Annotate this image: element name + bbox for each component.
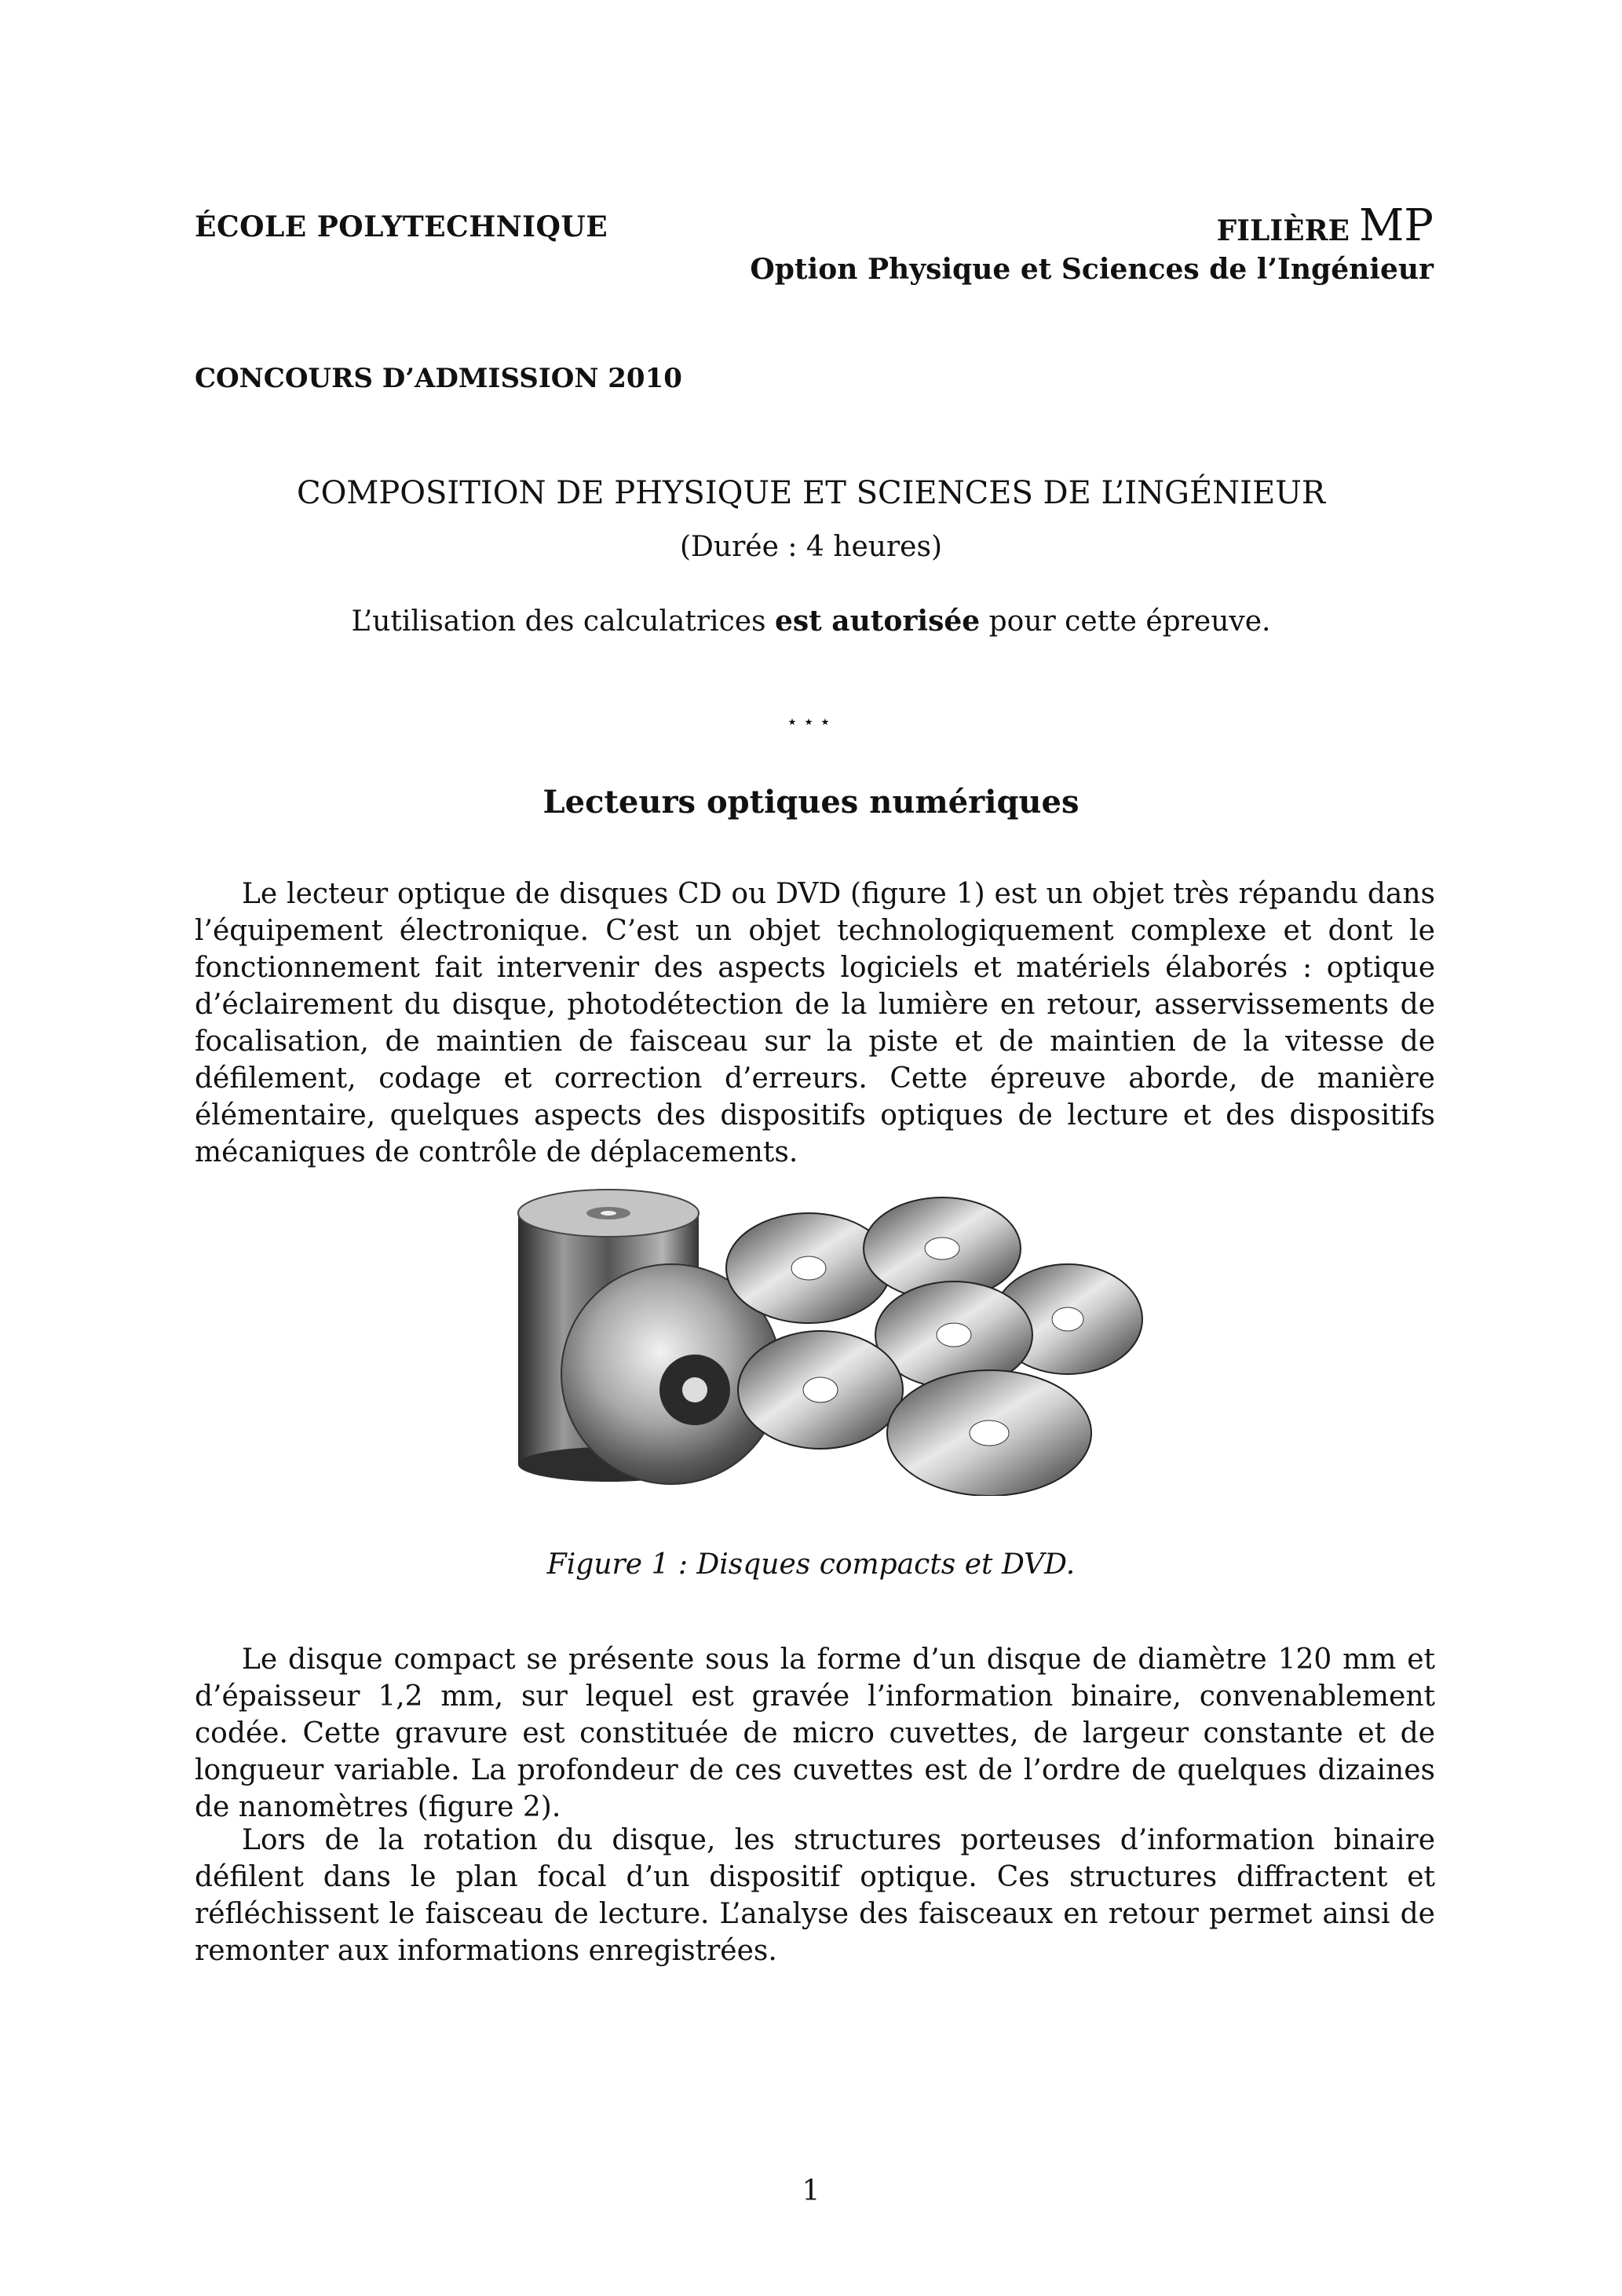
paragraph-disc-description: Le disque compact se présente sous la forme d’un disque de diamètre 120 mm et d’épaisseur 1,2 mm, sur lequel est gravée l’information binaire, convenablement codée. Cette gravure est constituée de micro cuvettes, de largeur constante et de longueur variable. La profondeur de ces cuvettes est de l’ordre de quelques dizaines de nanomètres (figure 2). <box>195 1643 1435 1823</box>
page-number: 1 <box>802 2175 820 2207</box>
concours-line: CONCOURS D’ADMISSION 2010 <box>195 363 682 394</box>
filiere-label: FILIÈRE <box>1216 214 1350 247</box>
calculator-notice <box>0 605 1622 638</box>
figure-caption: Figure 1 : Disques compacts et DVD. <box>546 1548 1076 1581</box>
filiere-heading <box>1217 200 1434 251</box>
calc-notice-end: pour cette épreuve. <box>988 605 1271 638</box>
filiere-code: MP <box>1358 200 1434 251</box>
option-line: Option Physique et Sciences de l’Ingénieur <box>750 253 1434 286</box>
paragraph-intro: Le lecteur optique de disques CD ou DVD (figure 1) est un objet très répandu dans l’équipement électronique. C’est un objet technologiquement complexe et dont le fonctionnement fait intervenir des aspects logiciels et matériels élaborés : optique d’éclairement du disque, photodétection de la lumière en retour, asservissements de focalisation, de maintien de faisceau sur la piste et de maintien de la vitesse de défilement, codage et correction d’erreurs. Cette épreuve aborde, de manière élémentaire, quelques aspects des dispositifs optiques de lecture et des dispositifs mécaniques de contrôle de déplacements. <box>195 878 1435 1168</box>
calc-notice-start: L’utilisation des calculatrices <box>351 605 766 638</box>
figure-cd-dvd-photo <box>502 1182 1146 1496</box>
school-name: ÉCOLE POLYTECHNIQUE <box>195 210 608 243</box>
duration: (Durée : 4 heures) <box>680 531 942 563</box>
section-title: Lecteurs optiques numériques <box>542 784 1080 821</box>
composition-title: COMPOSITION DE PHYSIQUE ET SCIENCES DE L’INGÉNIEUR <box>296 475 1326 511</box>
calc-notice-bold: est autorisée <box>774 605 981 638</box>
scattered-discs <box>726 1197 1142 1496</box>
paragraph-rotation: Lors de la rotation du disque, les structures porteuses d’information binaire défilent dans le plan focal d’un dispositif optique. Ces structures diffractent et réfléchissent le faisceau de lecture. L’analyse des faisceaux en retour permet ainsi de remonter aux informations enregistrées. <box>195 1824 1435 1967</box>
star-separator: ⋆⋆⋆ <box>786 711 836 733</box>
